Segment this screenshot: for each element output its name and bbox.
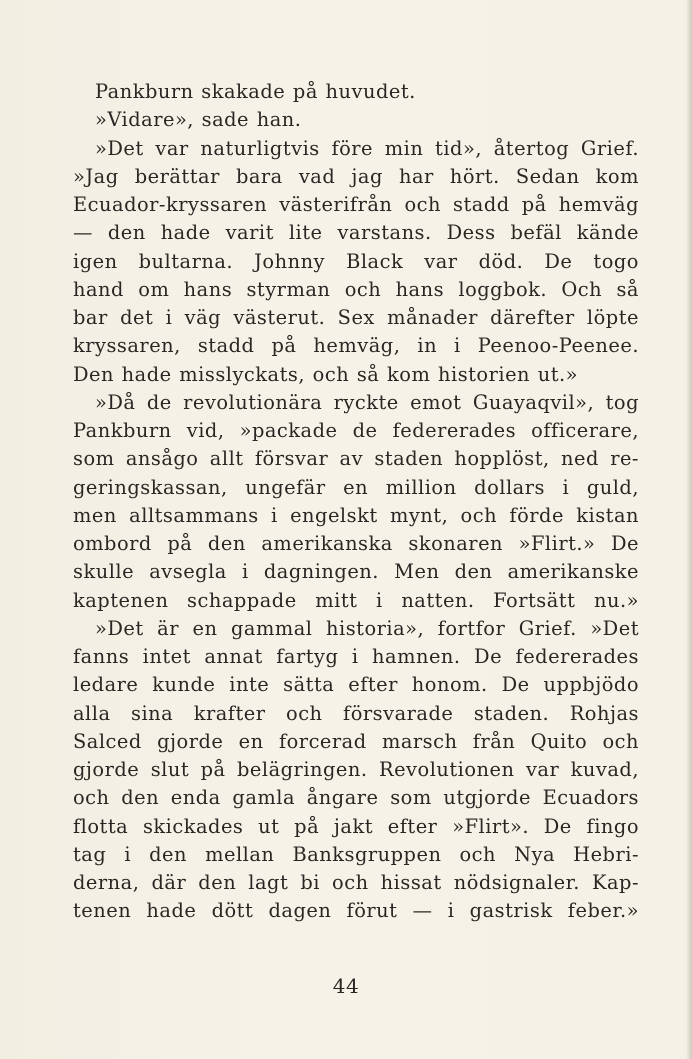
text-line: ledare kunde inte sätta efter honom. De uppbjödo: [73, 673, 639, 697]
body-text: [73, 78, 639, 926]
text-line: »Vidare», sade han.: [95, 108, 302, 132]
text-line: flotta skickades ut på jakt efter »Flirt». De fingo: [73, 814, 639, 838]
text-line: fanns intet annat fartyg i hamnen. De federerades: [73, 645, 639, 668]
text-line: alla sina krafter och försvarade staden. Rohjas: [73, 701, 639, 725]
text-line: »Jag berättar bara vad jag har hört. Sedan kom: [73, 164, 639, 188]
text-line: skulle avsegla i dagningen. Men den amerikanske: [73, 560, 639, 584]
text-line: Salced gjorde en forcerad marsch från Quito och: [73, 729, 639, 753]
text-line: bar det i väg västerut. Sex månader därefter löpte: [73, 306, 639, 329]
text-line: tag i den mellan Banksgruppen och Nya Hebri-: [73, 842, 639, 866]
text-line: ombord på den amerikanska skonaren »Flirt.» De: [73, 532, 639, 555]
text-line: och den enda gamla ångare som utgjorde Ecuadors: [73, 786, 639, 810]
text-line: »Då de revolutionära ryckte emot Guayaqvil», tog: [95, 390, 639, 414]
text-line: »Det var naturligtvis före min tid», återtog Grief.: [95, 136, 639, 160]
text-line: gjorde slut på belägringen. Revolutionen var kuvad,: [73, 758, 639, 781]
text-line: geringskassan, ungefär en million dollars i guld,: [73, 475, 639, 499]
text-line: kaptenen schappade mitt i natten. Fortsätt nu.»: [73, 588, 639, 612]
text-line: »Det är en gammal historia», fortfor Grief. »Det: [95, 616, 639, 640]
text-line: kryssaren, stadd på hemväg, in i Peenoo-Peenee.: [73, 334, 639, 358]
text-line: Pankburn skakade på huvudet.: [95, 80, 416, 103]
text-line: Den hade misslyckats, och så kom historien ut.»: [73, 362, 579, 386]
text-line: igen bultarna. Johnny Black var död. De togo: [73, 249, 639, 273]
text-line: men alltsammans i engelskt mynt, och förde kistan: [73, 503, 639, 527]
text-line: Ecuador-kryssaren västerifrån och stadd på hemväg: [73, 193, 639, 216]
text-line: som ansågo allt försvar av staden hopplöst, ned re-: [73, 447, 639, 471]
text-line: hand om hans styrman och hans loggbok. Och så: [73, 277, 639, 301]
text-line: — den hade varit lite varstans. Dess befäl kände: [73, 221, 639, 245]
text-line: tenen hade dött dagen förut — i gastrisk feber.»: [73, 899, 639, 923]
text-line: Pankburn vid, »packade de federerades officerare,: [73, 419, 639, 442]
page-number: 44: [332, 974, 360, 998]
text-line: derna, där den lagt bi och hissat nödsignaler. Kap-: [73, 871, 639, 894]
page-edge-shadow: [686, 0, 692, 1059]
